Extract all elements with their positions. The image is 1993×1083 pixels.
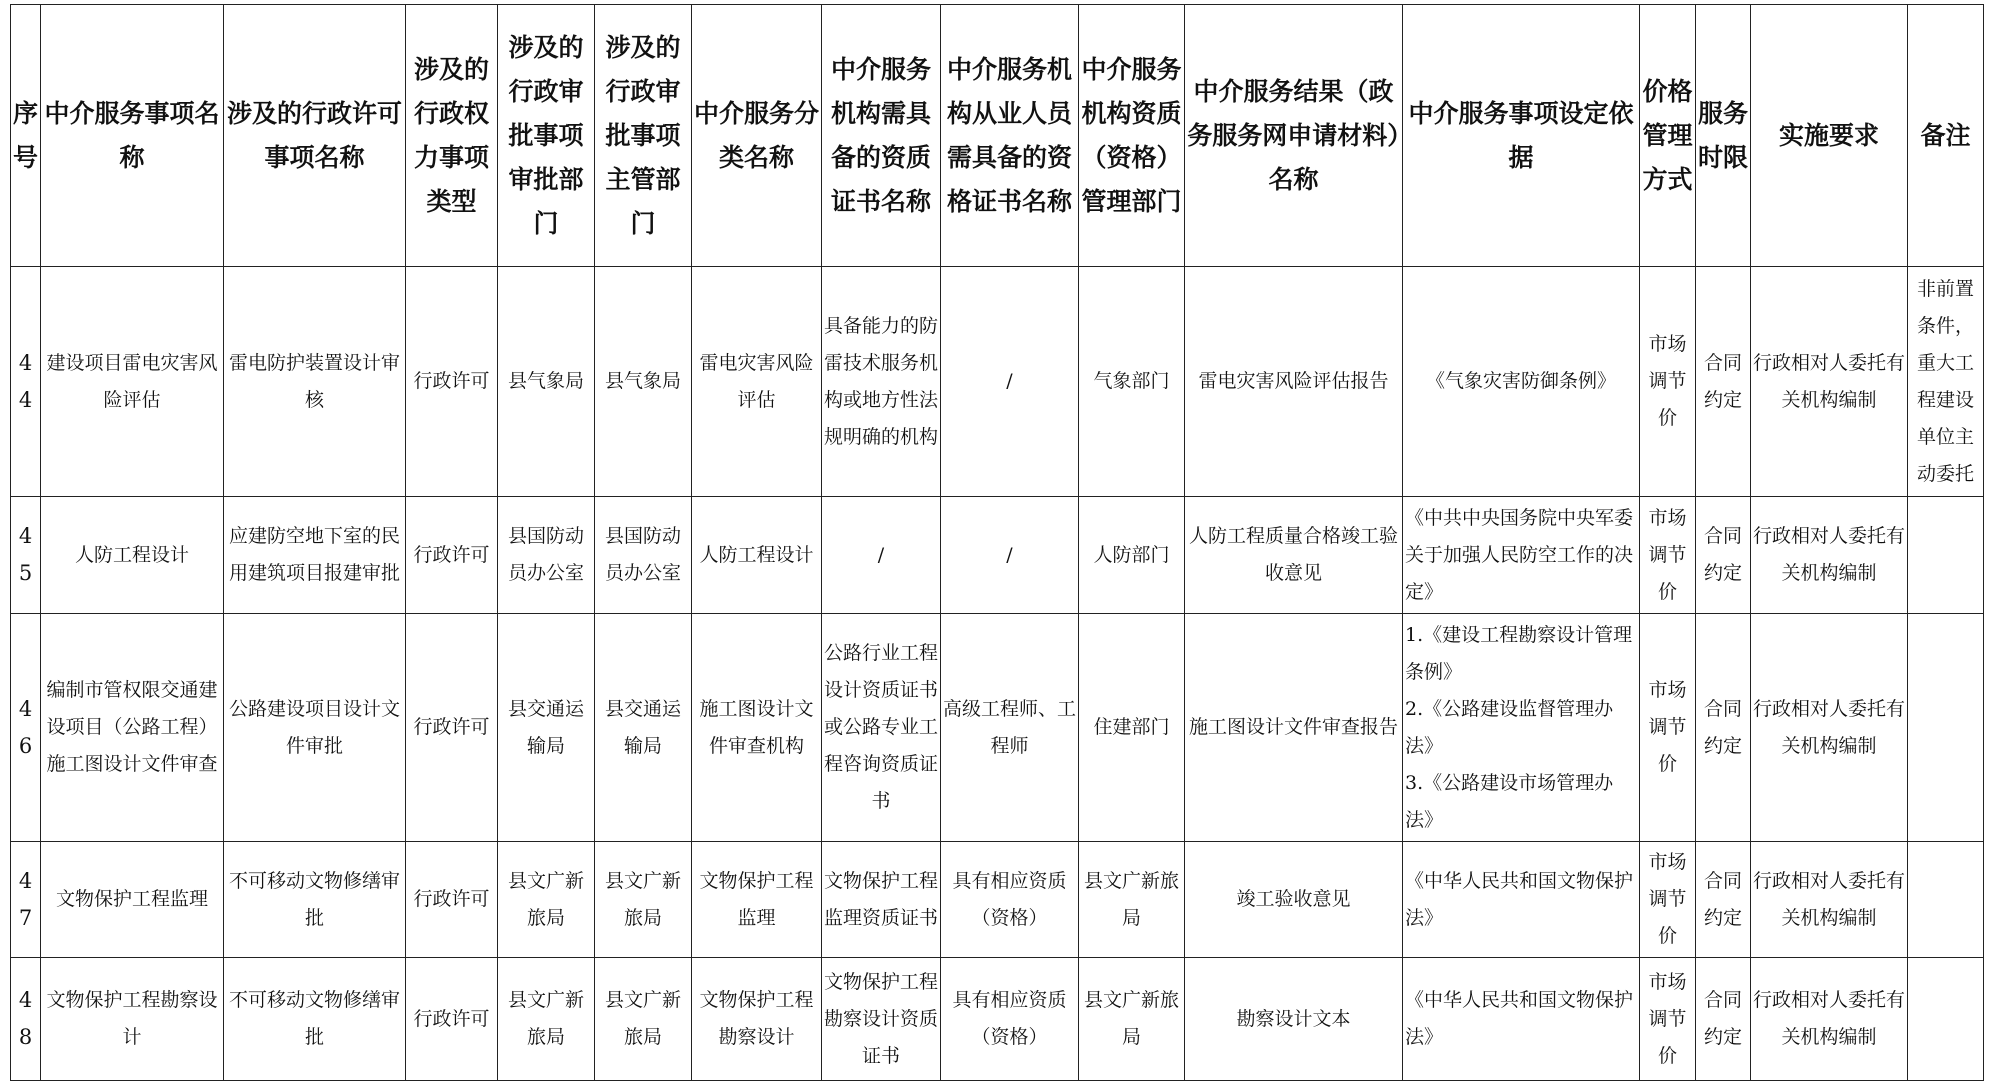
cell-requirement: 行政相对人委托有关机构编制 <box>1751 267 1908 497</box>
header-mgmt-dept: 中介服务机构资质（资格）管理部门 <box>1079 5 1185 267</box>
cell-approval-dept: 县国防动员办公室 <box>498 497 595 614</box>
cell-time-limit: 合同约定 <box>1696 497 1751 614</box>
cell-power-type: 行政许可 <box>406 842 498 958</box>
cell-index: 44 <box>11 267 41 497</box>
cell-approval-dept: 县文广新旅局 <box>498 958 595 1081</box>
cell-category: 施工图设计文件审查机构 <box>692 614 822 842</box>
cell-category: 文物保护工程勘察设计 <box>692 958 822 1081</box>
cell-index: 45 <box>11 497 41 614</box>
cell-power-type: 行政许可 <box>406 958 498 1081</box>
cell-time-limit: 合同约定 <box>1696 842 1751 958</box>
cell-approval-dept: 县交通运输局 <box>498 614 595 842</box>
cell-remark <box>1908 958 1984 1081</box>
cell-result: 竣工验收意见 <box>1185 842 1403 958</box>
cell-result: 勘察设计文本 <box>1185 958 1403 1081</box>
cell-mgmt-dept: 县文广新旅局 <box>1079 958 1185 1081</box>
cell-permit-name: 不可移动文物修缮审批 <box>224 842 406 958</box>
cell-competent-dept: 县文广新旅局 <box>595 958 692 1081</box>
cell-org-cert: 文物保护工程监理资质证书 <box>822 842 941 958</box>
header-result: 中介服务结果（政务服务网申请材料）名称 <box>1185 5 1403 267</box>
cell-price: 市场调节价 <box>1640 267 1696 497</box>
cell-basis: 《中共中央国务院中央军委关于加强人民防空工作的决定》 <box>1403 497 1640 614</box>
cell-price: 市场调节价 <box>1640 842 1696 958</box>
cell-org-cert: 公路行业工程设计资质证书或公路专业工程咨询资质证书 <box>822 614 941 842</box>
cell-mgmt-dept: 人防部门 <box>1079 497 1185 614</box>
cell-price: 市场调节价 <box>1640 958 1696 1081</box>
cell-service-name: 人防工程设计 <box>41 497 224 614</box>
cell-index: 46 <box>11 614 41 842</box>
table-row <box>11 614 1984 842</box>
table-row <box>11 842 1984 958</box>
cell-result: 雷电灾害风险评估报告 <box>1185 267 1403 497</box>
header-basis: 中介服务事项设定依据 <box>1403 5 1640 267</box>
cell-competent-dept: 县国防动员办公室 <box>595 497 692 614</box>
intermediary-services-table <box>10 4 1984 1081</box>
cell-index: 48 <box>11 958 41 1081</box>
header-power-type: 涉及的行政权力事项类型 <box>406 5 498 267</box>
cell-price: 市场调节价 <box>1640 614 1696 842</box>
cell-permit-name: 不可移动文物修缮审批 <box>224 958 406 1081</box>
header-requirement: 实施要求 <box>1751 5 1908 267</box>
cell-mgmt-dept: 气象部门 <box>1079 267 1185 497</box>
cell-staff-cert: 具有相应资质（资格） <box>941 958 1079 1081</box>
cell-time-limit: 合同约定 <box>1696 614 1751 842</box>
cell-approval-dept: 县文广新旅局 <box>498 842 595 958</box>
cell-price: 市场调节价 <box>1640 497 1696 614</box>
cell-requirement: 行政相对人委托有关机构编制 <box>1751 842 1908 958</box>
cell-service-name: 编制市管权限交通建设项目（公路工程）施工图设计文件审查 <box>41 614 224 842</box>
cell-power-type: 行政许可 <box>406 497 498 614</box>
table-row <box>11 958 1984 1081</box>
cell-staff-cert: / <box>941 267 1079 497</box>
cell-category: 文物保护工程监理 <box>692 842 822 958</box>
cell-basis: 《中华人民共和国文物保护法》 <box>1403 842 1640 958</box>
header-approval-dept: 涉及的行政审批事项审批部门 <box>498 5 595 267</box>
cell-remark <box>1908 497 1984 614</box>
header-time-limit: 服务时限 <box>1696 5 1751 267</box>
cell-service-name: 文物保护工程勘察设计 <box>41 958 224 1081</box>
cell-permit-name: 应建防空地下室的民用建筑项目报建审批 <box>224 497 406 614</box>
cell-time-limit: 合同约定 <box>1696 267 1751 497</box>
cell-approval-dept: 县气象局 <box>498 267 595 497</box>
cell-remark: 非前置条件，重大工程建设单位主动委托 <box>1908 267 1984 497</box>
cell-org-cert: 具备能力的防雷技术服务机构或地方性法规明确的机构 <box>822 267 941 497</box>
cell-power-type: 行政许可 <box>406 614 498 842</box>
cell-result: 人防工程质量合格竣工验收意见 <box>1185 497 1403 614</box>
header-index: 序号 <box>11 5 41 267</box>
cell-category: 人防工程设计 <box>692 497 822 614</box>
cell-category: 雷电灾害风险评估 <box>692 267 822 497</box>
header-permit-name: 涉及的行政许可事项名称 <box>224 5 406 267</box>
cell-service-name: 文物保护工程监理 <box>41 842 224 958</box>
cell-result: 施工图设计文件审查报告 <box>1185 614 1403 842</box>
table-row <box>11 497 1984 614</box>
header-remark: 备注 <box>1908 5 1984 267</box>
cell-basis: 《中华人民共和国文物保护法》 <box>1403 958 1640 1081</box>
cell-competent-dept: 县气象局 <box>595 267 692 497</box>
cell-requirement: 行政相对人委托有关机构编制 <box>1751 497 1908 614</box>
header-row <box>11 5 1984 267</box>
cell-staff-cert: 高级工程师、工程师 <box>941 614 1079 842</box>
table-row <box>11 267 1984 497</box>
cell-competent-dept: 县交通运输局 <box>595 614 692 842</box>
cell-requirement: 行政相对人委托有关机构编制 <box>1751 958 1908 1081</box>
header-service-name: 中介服务事项名称 <box>41 5 224 267</box>
cell-competent-dept: 县文广新旅局 <box>595 842 692 958</box>
cell-remark <box>1908 842 1984 958</box>
cell-staff-cert: / <box>941 497 1079 614</box>
cell-basis: 《气象灾害防御条例》 <box>1403 267 1640 497</box>
header-price: 价格管理方式 <box>1640 5 1696 267</box>
cell-time-limit: 合同约定 <box>1696 958 1751 1081</box>
cell-mgmt-dept: 县文广新旅局 <box>1079 842 1185 958</box>
header-staff-cert: 中介服务机构从业人员需具备的资格证书名称 <box>941 5 1079 267</box>
header-competent-dept: 涉及的行政审批事项主管部门 <box>595 5 692 267</box>
cell-org-cert: / <box>822 497 941 614</box>
cell-requirement: 行政相对人委托有关机构编制 <box>1751 614 1908 842</box>
cell-service-name: 建设项目雷电灾害风险评估 <box>41 267 224 497</box>
cell-permit-name: 公路建设项目设计文件审批 <box>224 614 406 842</box>
cell-org-cert: 文物保护工程勘察设计资质证书 <box>822 958 941 1081</box>
cell-index: 47 <box>11 842 41 958</box>
cell-mgmt-dept: 住建部门 <box>1079 614 1185 842</box>
cell-basis: 1.《建设工程勘察设计管理条例》 2.《公路建设监督管理办法》 3.《公路建设市场管理办法》 <box>1403 614 1640 842</box>
header-org-cert: 中介服务机构需具备的资质证书名称 <box>822 5 941 267</box>
cell-staff-cert: 具有相应资质（资格） <box>941 842 1079 958</box>
cell-remark <box>1908 614 1984 842</box>
cell-permit-name: 雷电防护装置设计审核 <box>224 267 406 497</box>
cell-power-type: 行政许可 <box>406 267 498 497</box>
header-category: 中介服务分类名称 <box>692 5 822 267</box>
